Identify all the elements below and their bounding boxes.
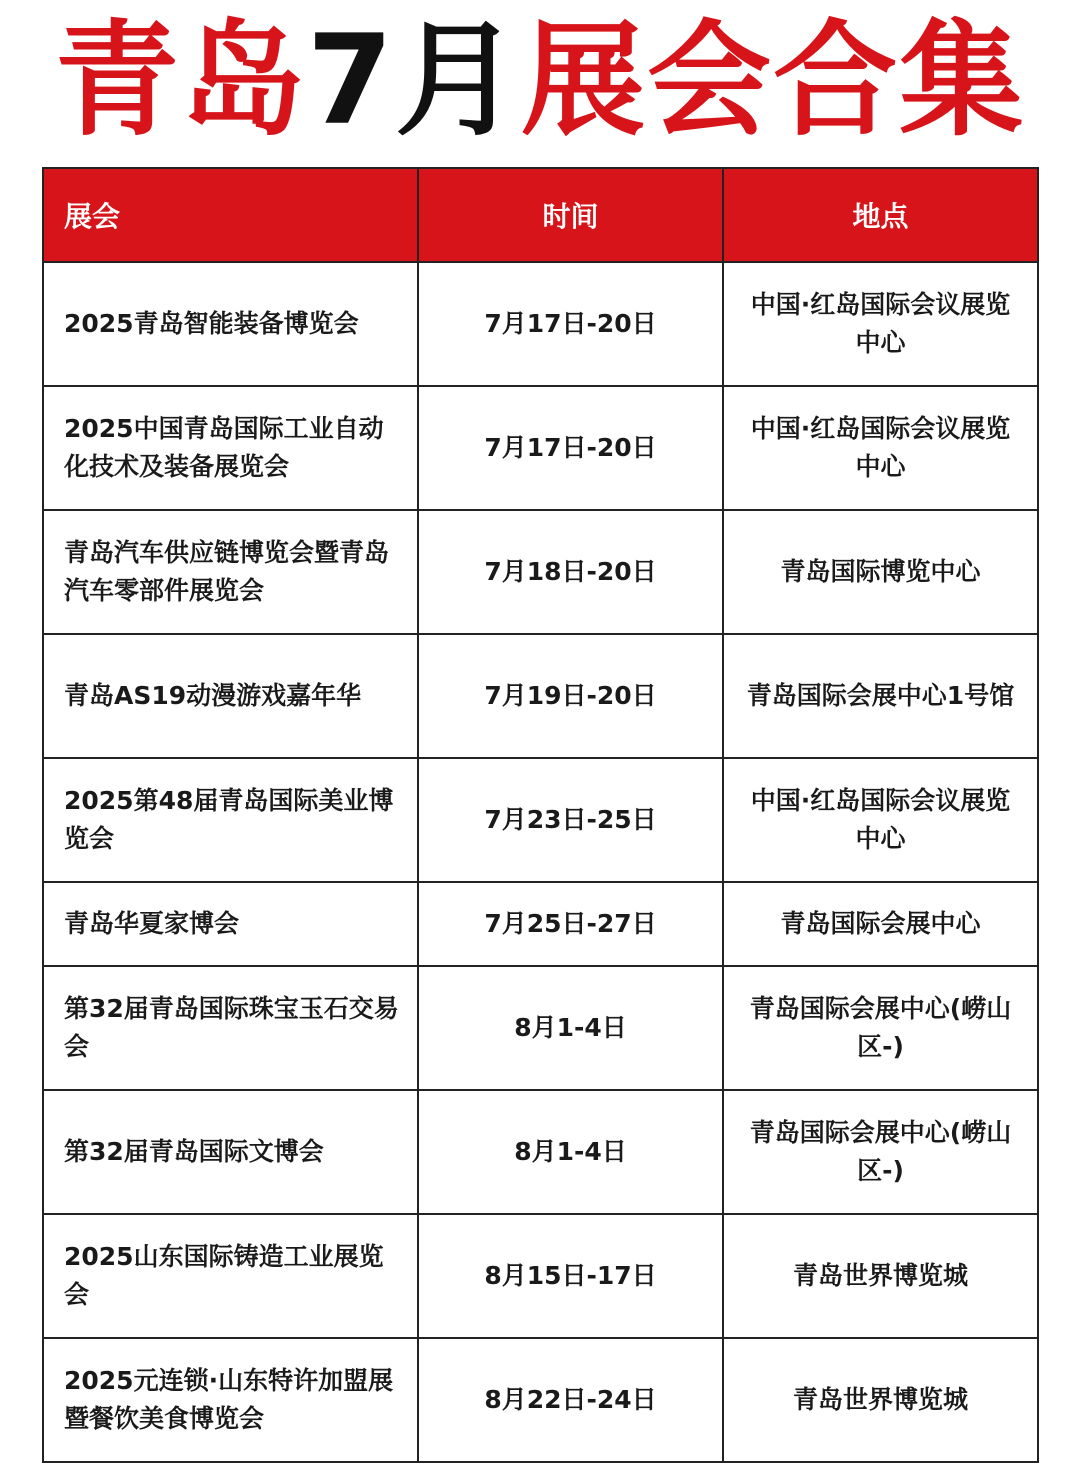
title-month: 7月 (306, 9, 522, 153)
expo-time: 7月17日-20日 (418, 262, 723, 386)
expo-place: 青岛国际博览中心 (723, 510, 1038, 634)
expo-place: 中国·红岛国际会议展览中心 (723, 262, 1038, 386)
table-row (43, 510, 1038, 634)
expo-name: 青岛华夏家博会 (43, 882, 418, 966)
expo-place: 青岛国际会展中心(崂山区-) (723, 966, 1038, 1090)
expo-time: 8月15日-17日 (418, 1214, 723, 1338)
expo-place: 青岛国际会展中心 (723, 882, 1038, 966)
expo-time: 7月19日-20日 (418, 634, 723, 758)
expo-time: 7月23日-25日 (418, 758, 723, 882)
table-row (43, 1214, 1038, 1338)
expo-name: 第32届青岛国际文博会 (43, 1090, 418, 1214)
expo-name: 2025第48届青岛国际美业博览会 (43, 758, 418, 882)
expo-name: 第32届青岛国际珠宝玉石交易会 (43, 966, 418, 1090)
expo-name: 青岛汽车供应链博览会暨青岛汽车零部件展览会 (43, 510, 418, 634)
expo-time: 8月1-4日 (418, 966, 723, 1090)
table-row (43, 966, 1038, 1090)
expo-place: 青岛世界博览城 (723, 1214, 1038, 1338)
expo-name: 青岛AS19动漫游戏嘉年华 (43, 634, 418, 758)
header-place: 地点 (723, 168, 1038, 262)
expo-place: 青岛世界博览城 (723, 1338, 1038, 1462)
table-row (43, 882, 1038, 966)
table-row (43, 1338, 1038, 1462)
expo-time: 8月1-4日 (418, 1090, 723, 1214)
expo-place: 青岛国际会展中心(崂山区-) (723, 1090, 1038, 1214)
expo-time: 8月22日-24日 (418, 1338, 723, 1462)
table-header-row (43, 168, 1038, 262)
expo-table (42, 167, 1039, 1463)
expo-place: 中国·红岛国际会议展览中心 (723, 758, 1038, 882)
expo-place: 中国·红岛国际会议展览中心 (723, 386, 1038, 510)
header-time: 时间 (418, 168, 723, 262)
table-row (43, 634, 1038, 758)
title-city: 青岛 (54, 9, 307, 153)
page-title (0, 6, 1080, 156)
expo-time: 7月25日-27日 (418, 882, 723, 966)
expo-place: 青岛国际会展中心1号馆 (723, 634, 1038, 758)
expo-time: 7月18日-20日 (418, 510, 723, 634)
table-row (43, 1090, 1038, 1214)
expo-name: 2025青岛智能装备博览会 (43, 262, 418, 386)
title-collection: 展会合集 (521, 9, 1026, 153)
expo-time: 7月17日-20日 (418, 386, 723, 510)
expo-name: 2025中国青岛国际工业自动化技术及装备展览会 (43, 386, 418, 510)
table-row (43, 262, 1038, 386)
expo-name: 2025山东国际铸造工业展览会 (43, 1214, 418, 1338)
table-row (43, 758, 1038, 882)
header-expo: 展会 (43, 168, 418, 262)
table-row (43, 386, 1038, 510)
expo-name: 2025元连锁·山东特许加盟展暨餐饮美食博览会 (43, 1338, 418, 1462)
